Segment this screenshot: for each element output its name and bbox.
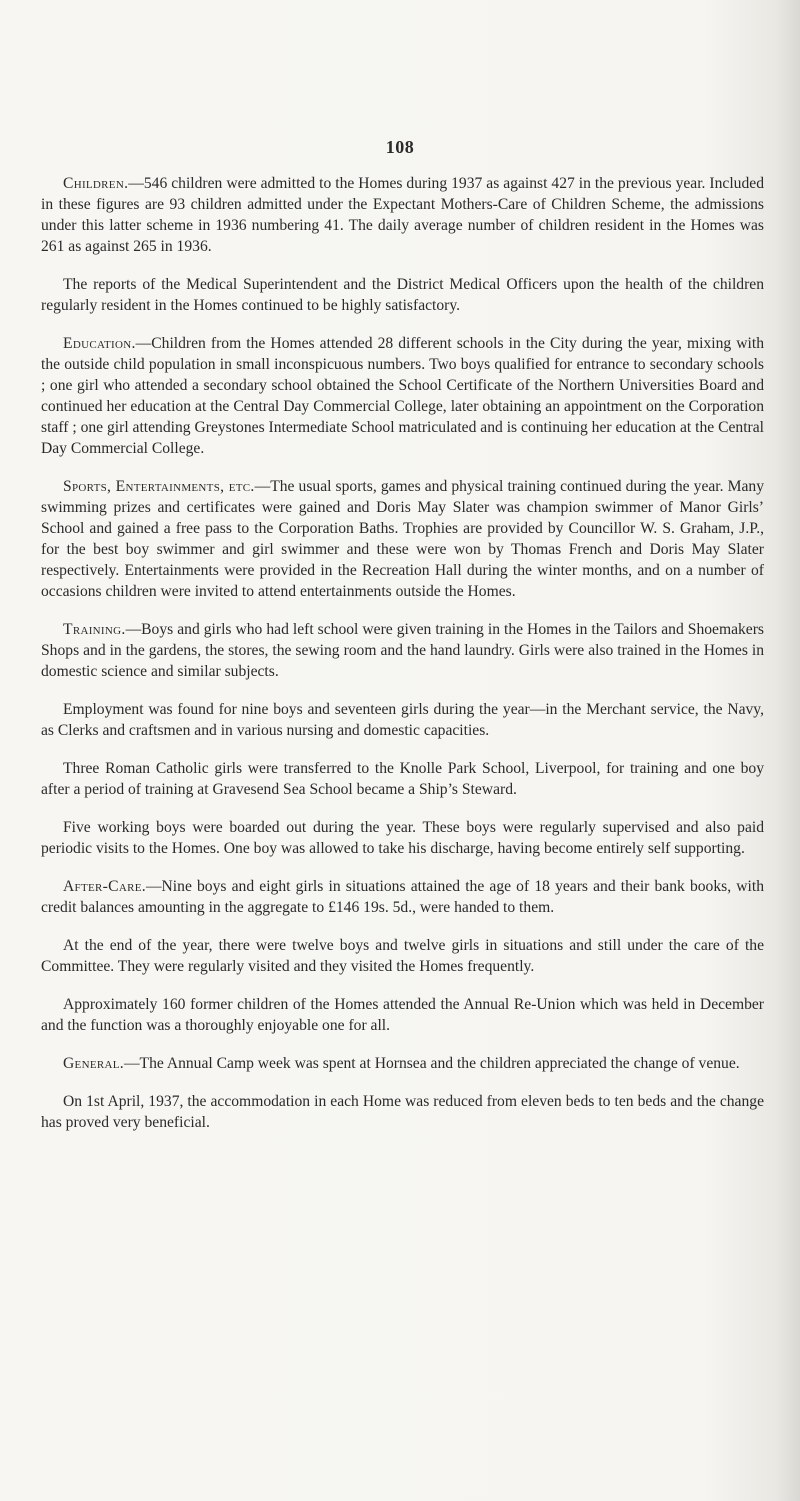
- paragraph-text: —Children from the Homes attended 28 different schools in the City during the year, mixing with the outside child population in small inconspicuous numbers. Two boys qualified for entrance to secondary schools ; one girl who attended a secondary school obtained the School Certificate of the Northern Universities Board and continued her education at the Central Day Commercial College, later obtaining an appointment on the Corporation staff ; one girl attending Greystones Intermediate School matriculated and is continuing her education at the Central Day Commercial College.: [41, 335, 764, 457]
- paragraph-text: —Boys and girls who had left school were given training in the Homes in the Tailors and Shoemakers Shops and in the gardens, the stores, the sewing room and the hand laundry. Girls were also trained in the Homes in domestic science and similar subjects.: [41, 621, 764, 680]
- paragraph-text: —546 children were admitted to the Homes during 1937 as against 427 in the previous year. Included in these figures are 93 children admitted under the Expectant Mothers-Care of Children Scheme, the admissions under this latter scheme in 1936 numbering 41. The daily average number of children resident in the Homes was 261 as against 265 in 1936.: [41, 175, 764, 255]
- paragraph-transfers: [41, 758, 764, 800]
- paragraph-text: Five working boys were boarded out during the year. These boys were regularly supervised and also paid periodic visits to the Homes. One boy was allowed to take his discharge, having become entirely self supporting.: [41, 819, 764, 857]
- paragraph-text: —Nine boys and eight girls in situations attained the age of 18 years and their bank books, with credit balances amounting in the aggregate to £146 19s. 5d., were handed to them.: [41, 878, 764, 916]
- paragraph-after-care: [41, 876, 764, 918]
- paragraph-text: Approximately 160 former children of the Homes attended the Annual Re-Union which was held in December and the function was a thoroughly enjoyable one for all.: [41, 996, 764, 1034]
- paragraph-general: [41, 1053, 764, 1074]
- section-heading-sports: Sports, Entertainments, etc.: [63, 478, 255, 495]
- paragraph-text: At the end of the year, there were twelve boys and twelve girls in situations and still under the care of the Committee. They were regularly visited and they visited the Homes frequently.: [41, 937, 764, 975]
- paragraph-boarded-out: [41, 817, 764, 859]
- paragraph-children: [41, 173, 764, 257]
- paragraph-reunion: [41, 994, 764, 1036]
- paragraph-situations: [41, 935, 764, 977]
- page-number: 108: [385, 137, 415, 157]
- paragraph-text: Employment was found for nine boys and seventeen girls during the year—in the Merchant service, the Navy, as Clerks and craftsmen and in various nursing and domestic capacities.: [41, 701, 764, 739]
- paragraph-text: Three Roman Catholic girls were transferred to the Knolle Park School, Liverpool, for training and one boy after a period of training at Gravesend Sea School became a Ship’s Steward.: [41, 760, 764, 798]
- paragraph-training: [41, 619, 764, 682]
- section-heading-education: Education.: [63, 335, 136, 352]
- paragraph-sports: [41, 476, 764, 602]
- section-heading-after-care: After-Care.: [63, 878, 146, 895]
- section-heading-children: Children.: [63, 175, 129, 192]
- section-heading-training: Training.: [63, 621, 126, 638]
- paragraph-employment: [41, 699, 764, 741]
- paragraph-text: On 1st April, 1937, the accommodation in each Home was reduced from eleven beds to ten beds and the change has proved very beneficial.: [41, 1093, 764, 1131]
- paragraph-medical-reports: [41, 274, 764, 316]
- section-heading-general: General.: [63, 1055, 124, 1072]
- document-body: [41, 173, 764, 1150]
- paragraph-text: —The Annual Camp week was spent at Hornsea and the children appreciated the change of venue.: [123, 1055, 740, 1072]
- paragraph-accommodation: [41, 1091, 764, 1133]
- paragraph-text: —The usual sports, games and physical training continued during the year. Many swimming prizes and certificates were gained and Doris May Slater was champion swimmer of Manor Girls’ School and gained a free pass to the Corporation Baths. Trophies are provided by Councillor W. S. Graham, J.P., for the best boy swimmer and girl swimmer and these were won by Thomas French and Doris May Slater respectively. Entertainments were provided in the Recreation Hall during the winter months, and on a number of occasions children were invited to attend entertainments outside the Homes.: [41, 478, 764, 600]
- paragraph-education: [41, 333, 764, 459]
- paragraph-text: The reports of the Medical Superintendent and the District Medical Officers upon the health of the children regularly resident in the Homes continued to be highly satisfactory.: [41, 276, 764, 314]
